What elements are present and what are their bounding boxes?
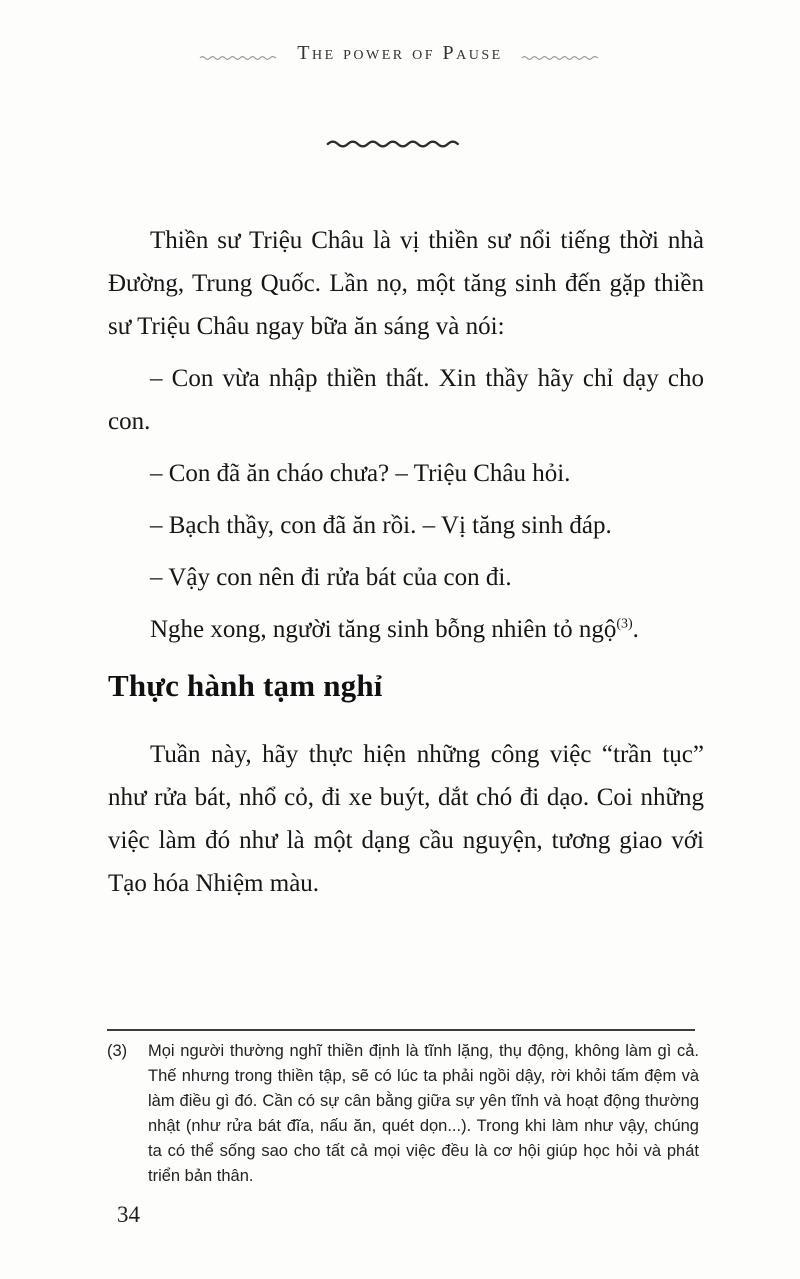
- footnote-body: [107, 1039, 699, 1189]
- running-header: [0, 42, 800, 65]
- dialogue-line-2: – Con đã ăn cháo chưa? – Triệu Châu hỏi.: [150, 460, 571, 487]
- footnote-separator: [107, 1029, 695, 1031]
- page-number: 34: [117, 1202, 140, 1227]
- closing-paragraph-text: Nghe xong, người tăng sinh bỗng nhiên tỏ ngộ: [150, 616, 617, 643]
- footnote-marker: (3): [107, 1042, 128, 1060]
- practice-paragraph: Tuần này, hãy thực hiện những công việc “trần tục” như rửa bát, nhổ cỏ, đi xe buýt, dắt chó đi dạo. Coi những việc làm đó như là một dạng cầu nguyện, tương giao với Tạo hóa Nhiệm màu.: [108, 741, 704, 897]
- closing-paragraph: [108, 608, 704, 651]
- dialogue-line-3: – Bạch thầy, con đã ăn rồi. – Vị tăng sinh đáp.: [150, 512, 612, 539]
- body-text: [108, 219, 704, 914]
- dialogue-line-1: – Con vừa nhập thiền thất. Xin thầy hãy chỉ dạy cho con.: [108, 365, 704, 435]
- story-paragraph: Thiền sư Triệu Châu là vị thiền sư nổi tiếng thời nhà Đường, Trung Quốc. Lần nọ, một tăng sinh đến gặp thiền sư Triệu Châu ngay bữa ăn sáng và nói:: [108, 227, 704, 340]
- closing-paragraph-period: .: [632, 616, 639, 643]
- footnote-block: [107, 1029, 699, 1189]
- header-wave-left-icon: [199, 53, 279, 63]
- footnote-reference: (3): [616, 616, 633, 632]
- footnote-text: Mọi người thường nghĩ thiền định là tĩnh lặng, thụ động, không làm gì cả. Thế nhưng trong thiền tập, sẽ có lúc ta phải ngồi dậy, rời khỏi tấm đệm và làm điều gì đó. Cần có sự cân bằng giữa sự yên tĩnh và hoạt động thường nhật (như rửa bát đĩa, nấu ăn, quét dọn...). Trong khi làm như vậy, chúng ta có thể sống sao cho tất cả mọi việc đều là cơ hội giúp học hỏi và phát triển bản thân.: [148, 1042, 699, 1185]
- header-wave-right-icon: [521, 53, 601, 63]
- running-header-title: The power of Pause: [297, 42, 503, 64]
- dialogue-line-4: – Vậy con nên đi rửa bát của con đi.: [150, 564, 512, 591]
- squiggle-ornament-icon: [326, 137, 466, 151]
- section-heading: Thực hành tạm nghỉ: [108, 668, 383, 703]
